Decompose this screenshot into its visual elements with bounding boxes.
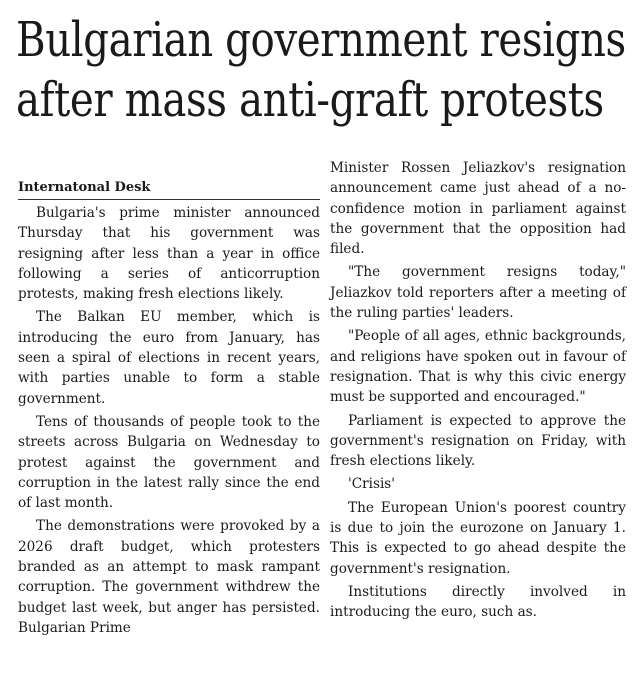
paragraph: Tens of thousands of people took to the streets across Bulgaria on Wednesday to protest against the government and corruption in the latest rally since the end of last month.: [18, 413, 320, 512]
paragraph: The Balkan EU member, which is introducing the euro from January, has seen a spiral of elections in recent years, with parties unable to form a stable government.: [18, 309, 320, 407]
paragraph: Parliament is expected to approve the government's resignation on Friday, with fresh elections likely.: [330, 412, 626, 470]
headline: [16, 10, 626, 130]
article-column-left: [18, 178, 320, 641]
paragraph-continuation: Minister Rossen Jeliazkov's resignation announcement came just ahead of a no-confidence motion in parliament against the government that the opposition had filed.: [330, 160, 626, 258]
paragraph: Bulgaria's prime minister announced Thursday that his government was resigning after less than a year in office following a series of anticorruption protests, making fresh elections likely.: [18, 205, 320, 303]
paragraph: "People of all ages, ethnic backgrounds, and religions have spoken out in favour of resignation. That is why this civic energy must be supported and encouraged.": [330, 328, 626, 406]
paragraph: The demonstrations were provoked by a 2026 draft budget, which protesters branded as an attempt to mask rampant corruption. The government withdrew the budget last week, but anger has persisted. Bulgarian Prime: [18, 518, 320, 636]
byline: Internatonal Desk: [18, 178, 320, 200]
subhead: 'Crisis': [348, 476, 396, 493]
paragraph: Institutions directly involved in introducing the euro, such as.: [330, 583, 626, 621]
paragraph: The European Union's poorest country is due to join the eurozone on January 1. This is expected to go ahead despite the government's resignation.: [330, 499, 626, 577]
headline-line-1: Bulgarian government resigns: [16, 12, 626, 68]
headline-line-2: after mass anti-graft protests: [16, 72, 604, 128]
paragraph: "The government resigns today," Jeliazkov told reporters after a meeting of the ruling parties' leaders.: [330, 264, 626, 322]
article-column-right: [330, 158, 626, 626]
